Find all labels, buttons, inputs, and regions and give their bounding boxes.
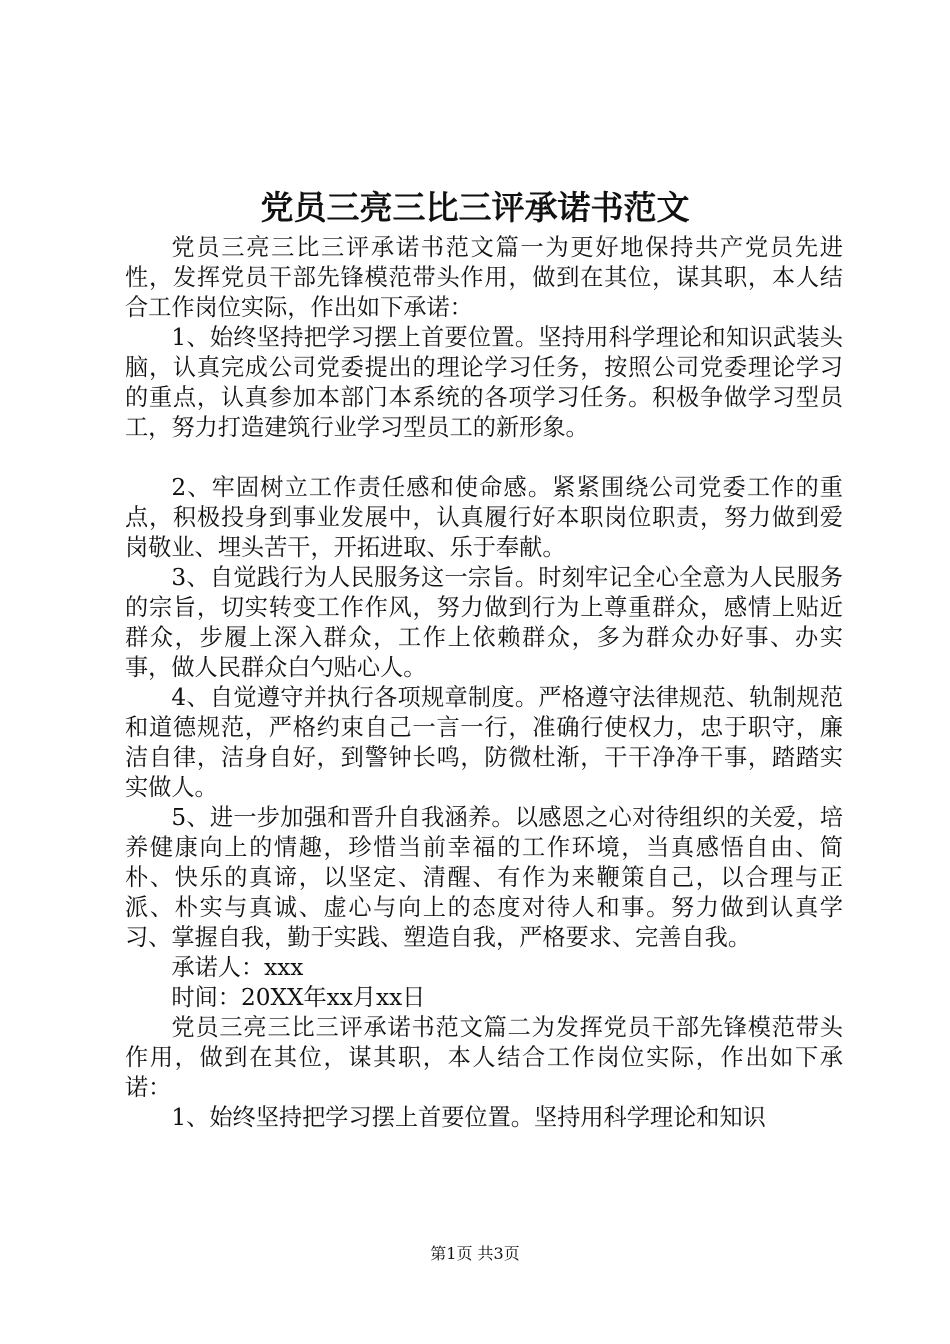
signatory-line: 承诺人：xxx	[171, 954, 304, 981]
document-title: 党员三亮三比三评承诺书范文	[260, 188, 690, 227]
paragraph-item-5: 5、进一步加强和晋升自我涵养。以感恩之心对待组织的关爱，培养健康向上的情趣，珍惜当前幸福的工作环境，当真感悟自由、简朴、快乐的真谛，以坚定、清醒、有作为来鞭策自己，以合理与正派、朴实与真诚、虚心与向上的态度对待人和事。努力做到认真学习、掌握自我，勤于实践、塑造自我，严格要求、完善自我。	[125, 804, 843, 951]
paragraph-intro-1: 党员三亮三比三评承诺书范文篇一为更好地保持共产党员先进性，发挥党员干部先锋模范带头作用，做到在其位，谋其职，本人结合工作岗位实际，作出如下承诺：	[125, 234, 843, 321]
paragraph-item-4: 4、自觉遵守并执行各项规章制度。严格遵守法律规范、轨制规范和道德规范，严格约束自己一言一行，准确行使权力，忠于职守，廉洁自律，洁身自好，到警钟长鸣，防微杜渐，干干净净干事，踏踏实实做人。	[125, 684, 843, 801]
paragraph-intro-2: 党员三亮三比三评承诺书范文篇二为发挥党员干部先锋模范带头作用，做到在其位，谋其职，本人结合工作岗位实际，作出如下承诺：	[125, 1014, 843, 1101]
paragraph-item-2: 2、牢固树立工作责任感和使命感。紧紧围绕公司党委工作的重点，积极投身到事业发展中，认真履行好本职岗位职责，努力做到爱岗敬业、埋头苦干，开拓进取、乐于奉献。	[125, 474, 843, 561]
document-body	[125, 233, 843, 1133]
paragraph-item-3: 3、自觉践行为人民服务这一宗旨。时刻牢记全心全意为人民服务的宗旨，切实转变工作作风，努力做到行为上尊重群众，感情上贴近群众，步履上深入群众，工作上依赖群众，多为群众办好事、办实事，做人民群众白勺贴心人。	[125, 564, 843, 681]
date-line: 时间：20XX年xx月xx日	[171, 984, 426, 1011]
paragraph-item-1: 1、始终坚持把学习摆上首要位置。坚持用科学理论和知识武装头脑，认真完成公司党委提出的理论学习任务，按照公司党委理论学习的重点，认真参加本部门本系统的各项学习任务。积极争做学习型员工，努力打造建筑行业学习型员工的新形象。	[125, 324, 843, 441]
paragraph-item-1-second: 1、始终坚持把学习摆上首要位置。坚持用科学理论和知识	[171, 1104, 766, 1131]
page-number: 第1页 共3页	[430, 1244, 520, 1263]
